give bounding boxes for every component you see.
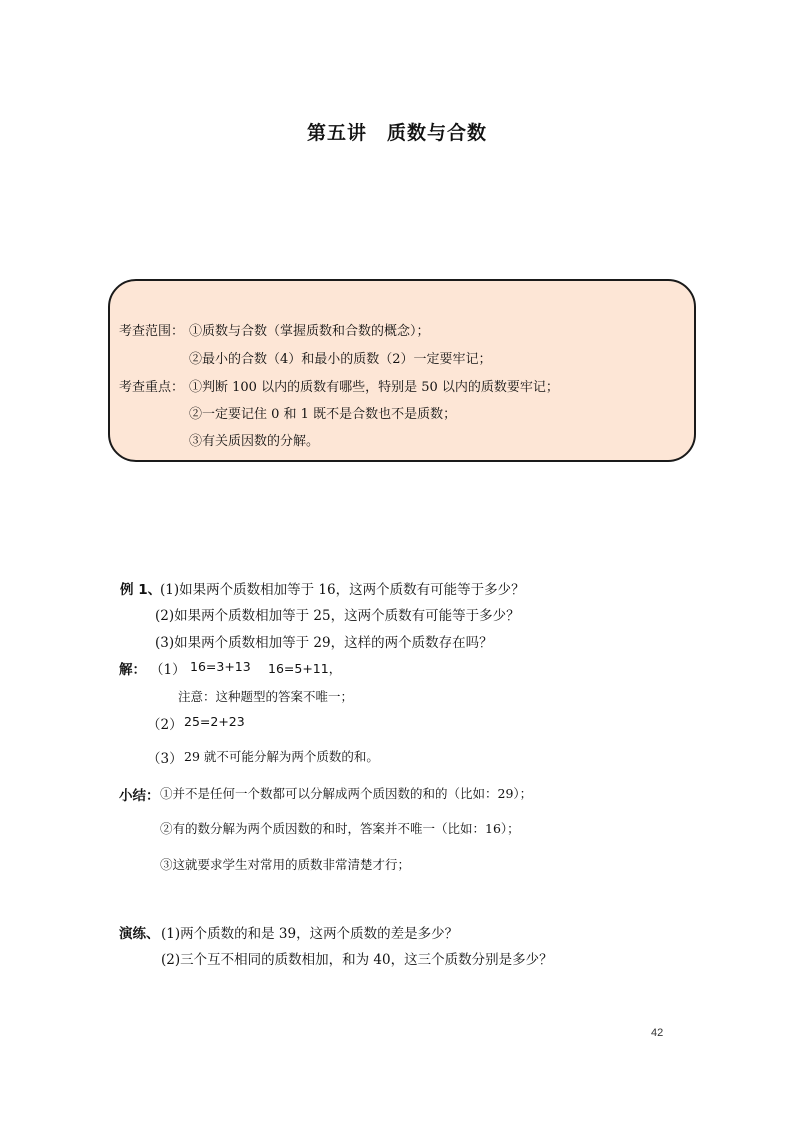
example-label: 例 1、 <box>120 582 162 598</box>
example-question: (1)如果两个质数相加等于 16，这两个质数有可能等于多少？ <box>160 582 525 598</box>
solution-statement: 29 就不可能分解为两个质数的和。 <box>184 749 379 764</box>
scope-item: ①质数与合数（掌握质数和合数的概念）； <box>189 324 430 339</box>
conclusion-item: ③这就要求学生对常用的质数非常清楚才行； <box>160 857 411 872</box>
conclusion-label: 小结： <box>119 788 160 804</box>
focus-item: ③有关质因数的分解。 <box>189 434 320 449</box>
example-question: (3)如果两个质数相加等于 29，这样的两个质数存在吗？ <box>155 635 493 651</box>
summary-box <box>108 279 696 462</box>
page-title: 第五讲 质数与合数 <box>306 122 487 144</box>
solution-part-number: （3） <box>147 751 183 767</box>
example-question: (2)如果两个质数相加等于 25，这两个质数有可能等于多少？ <box>155 608 520 624</box>
focus-item: ①判断 100 以内的质数有哪些，特别是 50 以内的质数要牢记； <box>189 380 559 395</box>
practice-item: (2)三个互不相同的质数相加，和为 40，这三个质数分别是多少？ <box>161 952 553 968</box>
practice-item: (1)两个质数的和是 39，这两个质数的差是多少？ <box>161 926 459 942</box>
conclusion-item: ①并不是任何一个数都可以分解成两个质因数的和的（比如：29）； <box>160 786 533 801</box>
solution-equation: 16=3+13 <box>190 659 251 674</box>
scope-item: ②最小的合数（4）和最小的质数（2）一定要牢记； <box>189 352 492 367</box>
solution-note: 注意：这种题型的答案不唯一； <box>178 689 354 704</box>
solution-part-number: （2） <box>147 717 183 733</box>
focus-label: 考查重点： <box>119 380 185 395</box>
solution-part-number: （1） <box>150 662 186 678</box>
solution-equation: 25=2+23 <box>184 714 245 729</box>
practice-label: 演练、 <box>119 926 160 942</box>
solution-equation: 16=5+11， <box>268 661 342 676</box>
conclusion-item: ②有的数分解为两个质因数的和时，答案并不唯一（比如：16）； <box>160 821 520 836</box>
solution-label: 解： <box>119 662 146 678</box>
page-number: 42 <box>651 1027 664 1039</box>
focus-item: ②一定要记住 0 和 1 既不是合数也不是质数； <box>189 407 457 422</box>
scope-label: 考查范围： <box>119 324 185 339</box>
